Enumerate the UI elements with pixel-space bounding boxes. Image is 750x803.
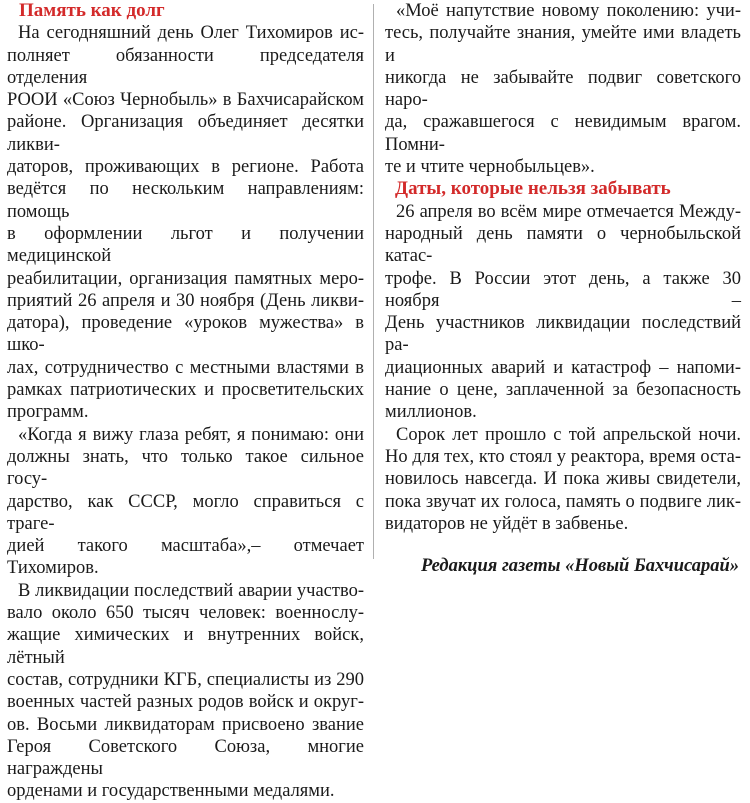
text-line: пока звучат их голоса, память о подвиге лик-	[385, 491, 741, 512]
column-divider	[373, 4, 374, 559]
text-line: тесь, получайте знания, умейте ими владеть и	[385, 23, 741, 66]
text-line: никогда не забывайте подвиг советского наро-	[385, 67, 741, 111]
text-line: приятий 26 апреля и 30 ноября (День ликви-	[7, 290, 364, 311]
text-line: лах, сотрудничество с местными властями в	[7, 357, 364, 378]
editorial-signature: Редакция газеты «Новый Бахчисарай»	[421, 556, 739, 577]
text-line: да, сражавшегося с невидимым врагом. Помни-	[385, 112, 741, 155]
text-line: датора), проведение «уроков мужества» в шко-	[7, 313, 364, 356]
text-line: народный день памяти о чернобыльской катас-	[385, 223, 741, 267]
text-line: День участников ликвидации последствий ра-	[385, 313, 741, 356]
text-line: дией такого масштаба»,– отмечает Тихомиров.	[7, 536, 364, 579]
text-line: В ликвидации последствий аварии участво-	[18, 580, 364, 601]
text-line: видаторов не уйдёт в забвенье.	[385, 513, 629, 534]
text-line: в оформлении льгот и получении медицинской	[7, 223, 364, 267]
section-heading-dates: Даты, которые нельзя забывать	[395, 178, 671, 200]
text-line: рамках патриотических и просветительских	[7, 380, 364, 401]
text-line: состав, сотрудники КГБ, специалисты из 290	[7, 669, 364, 690]
left-paragraph-1	[7, 22, 364, 423]
text-line: На сегодняшний день Олег Тихомиров ис-	[18, 23, 364, 44]
section-heading-memory: Память как долг	[19, 0, 165, 21]
text-line: миллионов.	[385, 402, 477, 423]
text-line: даторов, проживающих в регионе. Работа	[7, 157, 364, 178]
text-line: жащие химических и внутренних войск, лётный	[7, 625, 364, 668]
text-line: орденами и государственными медалями.	[7, 781, 335, 802]
text-line: должны знать, что только такое сильное госу-	[7, 446, 364, 490]
right-paragraph-2	[385, 424, 741, 535]
quote-paragraph	[385, 0, 741, 178]
text-line: диационных аварий и катастроф – напоми-	[385, 357, 741, 378]
text-line: реабилитации, организация памятных меро-	[7, 268, 364, 289]
left-body	[7, 22, 364, 802]
left-paragraph-2	[7, 424, 364, 580]
text-line: трофе. В России этот день, а также 30 ноября –	[385, 268, 741, 311]
text-line: районе. Организация объединяет десятки ликви-	[7, 112, 364, 155]
text-line: 26 апреля во всём мире отмечается Между-	[396, 201, 741, 222]
text-line: «Моё напутствие новому поколению: учи-	[396, 1, 741, 21]
text-line: Но для тех, кто стоял у реактора, время оста-	[385, 446, 741, 467]
left-paragraph-3	[7, 580, 364, 803]
right-column	[385, 0, 741, 577]
text-line: нание о цене, заплаченной за безопасность	[385, 380, 741, 401]
text-line: Героя Советского Союза, многие награждены	[7, 736, 364, 780]
right-body	[385, 201, 741, 535]
text-line: вало около 650 тысяч человек: военнослу-	[7, 603, 364, 624]
text-line: военных частей разных родов войск и округ-	[7, 692, 364, 713]
text-line: полняет обязанности председателя отделения	[7, 45, 364, 88]
left-column	[7, 0, 364, 803]
text-line: РООИ «Союз Чернобыль» в Бахчисарайском	[7, 90, 364, 111]
text-line: ов. Восьми ликвидаторам присвоено звание	[7, 714, 364, 735]
text-line: программ.	[7, 402, 89, 423]
text-line: ведётся по нескольким направлениям: помощь	[7, 179, 364, 222]
text-line: те и чтите чернобыльцев».	[385, 157, 595, 178]
quote-paragraph-1	[385, 0, 741, 178]
right-paragraph-1	[385, 201, 741, 424]
text-line: новилось навсегда. И пока живы свидетели,	[385, 469, 741, 490]
text-line: дарство, как СССР, могло справиться с траге-	[7, 491, 364, 534]
text-line: Сорок лет прошло с той апрельской ночи.	[396, 424, 741, 445]
text-line: «Когда я вижу глаза ребят, я понимаю: они	[18, 424, 364, 445]
